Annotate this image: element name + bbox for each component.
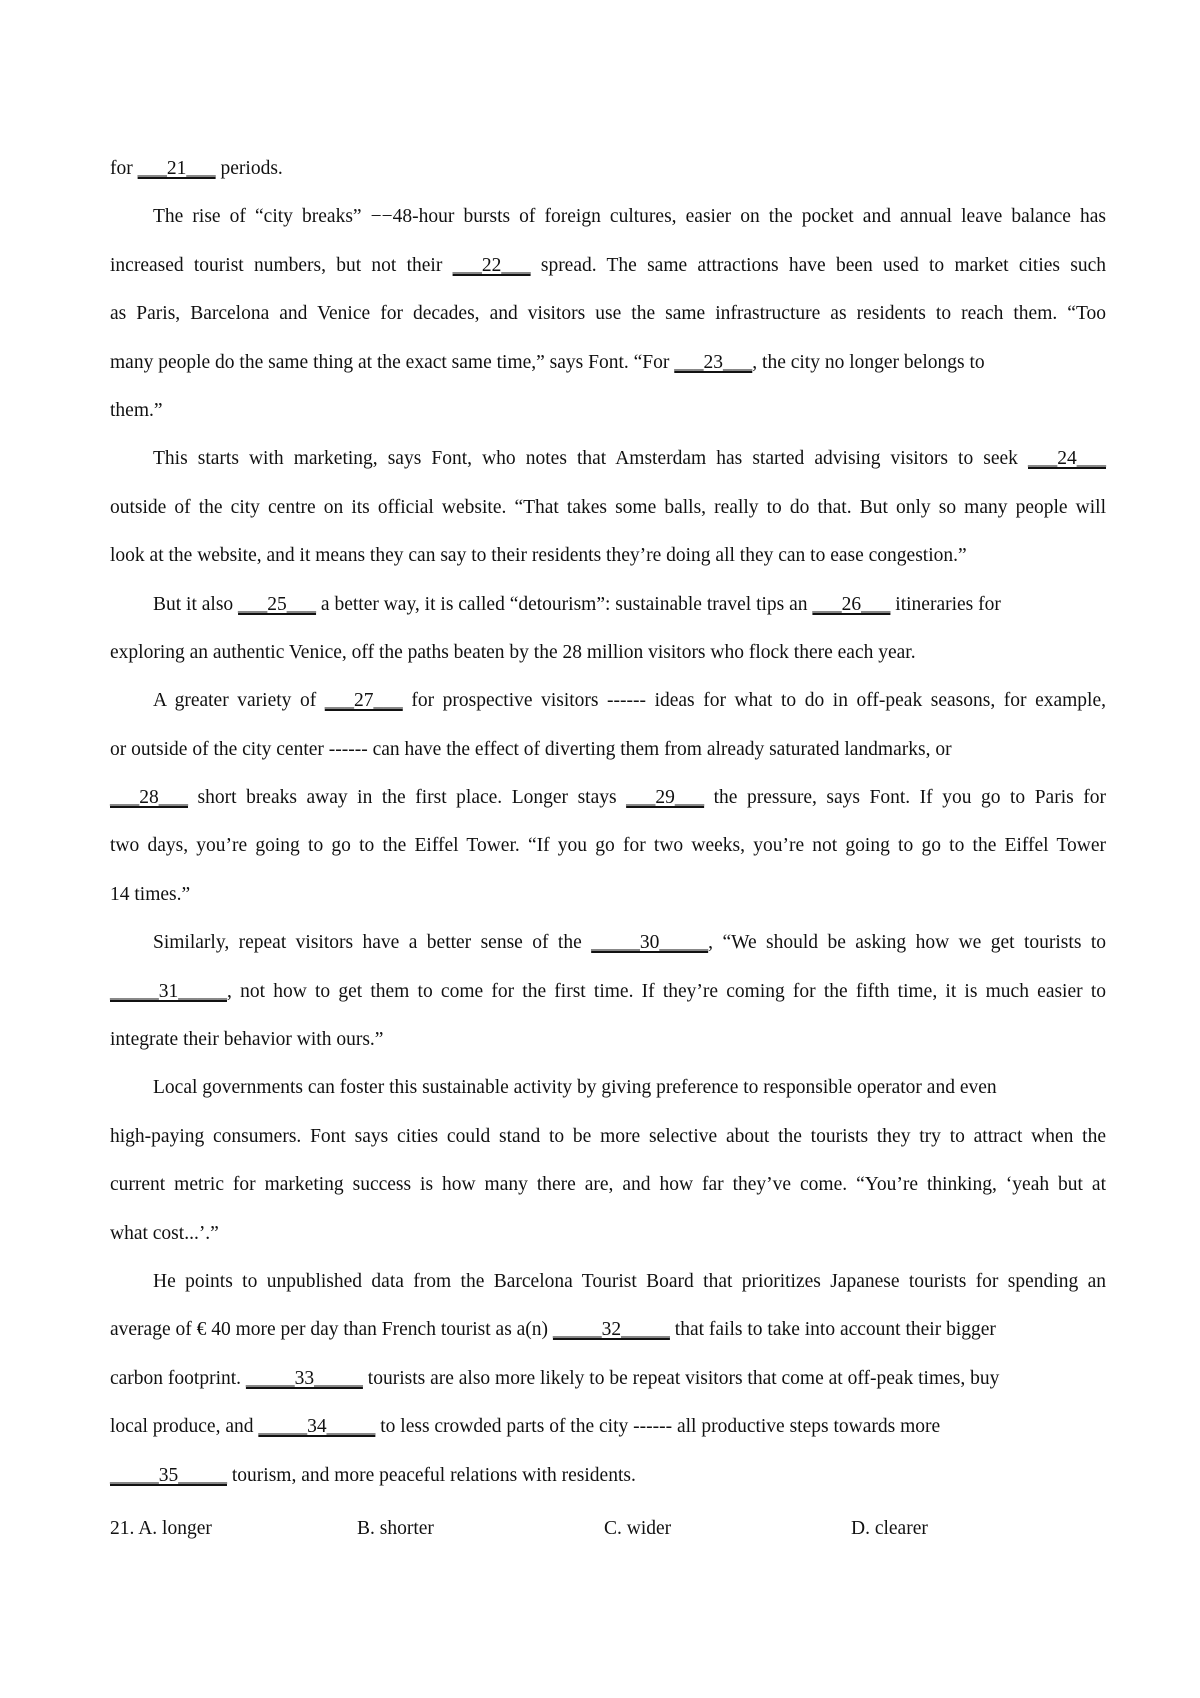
option-a-label: A. longer: [138, 1518, 212, 1539]
passage-line: ___28___ short breaks away in the first place. Longer stays ___29___ the pressure, says Font. If you go to Paris for: [110, 774, 1106, 822]
blank-21: ___21___: [137, 158, 216, 179]
passage-line: two days, you’re going to go to the Eiffel Tower. “If you go for two weeks, you’re not going to go to the Eiffel Tower: [110, 835, 1106, 857]
passage-line: But it also ___25___ a better way, it is called “detourism”: sustainable travel tips an ___26___ itineraries for: [110, 581, 1106, 629]
passage-line: Local governments can foster this sustainable activity by giving preference to responsible operator and even: [153, 1077, 997, 1099]
blank-23: ___23___: [674, 351, 753, 373]
passage-line: 14 times.”: [110, 883, 191, 905]
cloze-passage: [110, 145, 1106, 1500]
question-number: 21.: [110, 1518, 135, 1539]
passage-line: for ___21___ periods.: [110, 145, 1106, 193]
passage-line: current metric for marketing success is how many there are, and how far they’ve come. “You’re thinking, ‘yeah but at: [110, 1174, 1106, 1196]
passage-line: look at the website, and it means they can say to their residents they’re doing all they can to ease congestion.”: [110, 545, 967, 567]
blank-29: ___29___: [626, 787, 705, 809]
option-b[interactable]: B. shorter: [357, 1518, 434, 1539]
option-d[interactable]: D. clearer: [851, 1518, 928, 1539]
blank-34: _____34_____: [258, 1416, 376, 1438]
passage-line: This starts with marketing, says Font, who notes that Amsterdam has started advising visitors to seek ___24___: [110, 435, 1106, 483]
passage-line: average of € 40 more per day than French tourist as a(n) _____32_____ that fails to take into account their bigger: [110, 1306, 1106, 1354]
passage-line: integrate their behavior with ours.”: [110, 1029, 384, 1051]
passage-line: _____35_____ tourism, and more peaceful relations with residents.: [110, 1452, 1106, 1500]
passage-line: what cost...’.”: [110, 1222, 219, 1244]
passage-line: many people do the same thing at the exact same time,” says Font. “For ___23___, the city no longer belongs to: [110, 339, 1106, 387]
passage-line: or outside of the city center ------ can have the effect of diverting them from already saturated landmarks, or: [110, 738, 952, 760]
option-a[interactable]: [110, 1505, 212, 1553]
passage-line: exploring an authentic Venice, off the paths beaten by the 28 million visitors who flock there each year.: [110, 641, 916, 663]
option-c[interactable]: C. wider: [604, 1518, 672, 1539]
passage-line: them.”: [110, 399, 163, 421]
passage-line: _____31_____, not how to get them to come for the first time. If they’re coming for the fifth time, it is much easier to: [110, 968, 1106, 1016]
blank-30: _____30_____: [591, 932, 709, 954]
passage-line: as Paris, Barcelona and Venice for decades, and visitors use the same infrastructure as residents to reach them. “Too: [110, 303, 1106, 325]
blank-27: ___27___: [324, 690, 403, 712]
passage-line: increased tourist numbers, but not their ___22___ spread. The same attractions have been used to market cities such: [110, 242, 1106, 290]
passage-line: high-paying consumers. Font says cities could stand to be more selective about the tourists they try to attract when the: [110, 1125, 1106, 1147]
blank-26: ___26___: [812, 593, 891, 615]
question-21-options: [110, 1505, 1106, 1553]
blank-28: ___28___: [110, 787, 188, 809]
blank-32: _____32_____: [552, 1319, 670, 1341]
passage-line: outside of the city centre on its official website. “That takes some balls, really to do that. But only so many people will: [110, 496, 1106, 518]
passage-line: He points to unpublished data from the Barcelona Tourist Board that prioritizes Japanese tourists for spending an: [153, 1270, 1106, 1292]
blank-24: ___24___: [1028, 448, 1106, 470]
passage-line: local produce, and _____34_____ to less crowded parts of the city ------ all productive steps towards more: [110, 1403, 1106, 1451]
passage-line: Similarly, repeat visitors have a better sense of the _____30_____, “We should be asking how we get tourists to: [110, 919, 1106, 967]
blank-22: ___22___: [452, 254, 531, 276]
blank-31: _____31_____: [110, 980, 227, 1002]
blank-35: _____35_____: [110, 1464, 227, 1486]
passage-line: carbon footprint. _____33_____ tourists are also more likely to be repeat visitors that come at off-peak times, buy: [110, 1355, 1106, 1403]
blank-25: ___25___: [238, 593, 317, 615]
blank-33: _____33_____: [245, 1367, 363, 1389]
passage-line: A greater variety of ___27___ for prospective visitors ------ ideas for what to do in off-peak seasons, for example,: [110, 677, 1106, 725]
passage-line: The rise of “city breaks” −−48-hour bursts of foreign cultures, easier on the pocket and annual leave balance has: [153, 206, 1106, 228]
